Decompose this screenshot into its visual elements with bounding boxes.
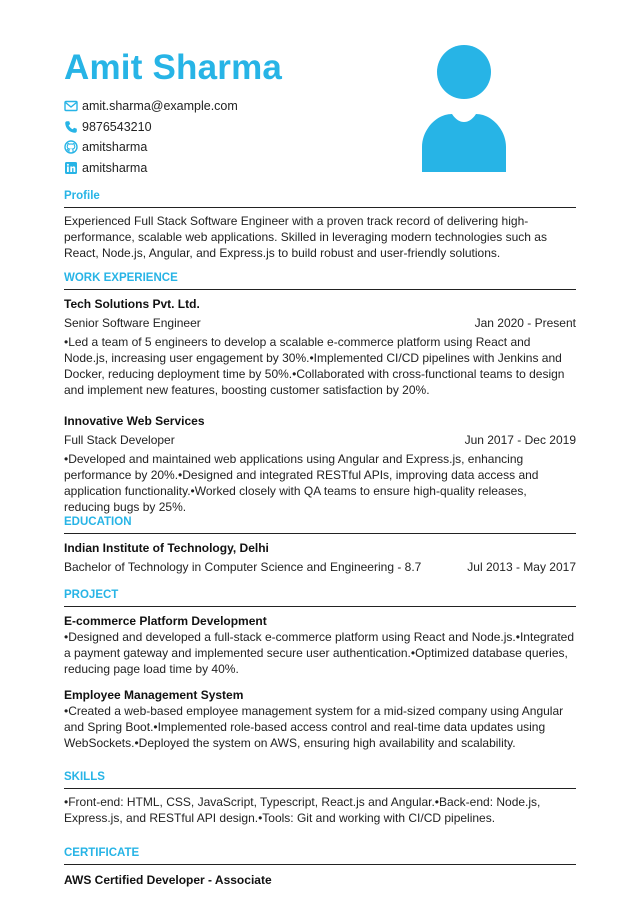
certificate-section — [64, 845, 576, 888]
job-dates: Jun 2017 - Dec 2019 — [464, 433, 576, 447]
project-entry — [64, 613, 576, 677]
education-section — [64, 514, 576, 575]
envelope-icon — [64, 99, 78, 113]
section-divider — [64, 533, 576, 534]
skills-list: •Front-end: HTML, CSS, JavaScript, Typescript, React.js and Angular.•Back-end: Node.js, Express.js, and RESTful API design.•Tools: Git and working with CI/CD pipelines. — [64, 795, 541, 825]
contact-email[interactable] — [64, 96, 238, 117]
job-role: Senior Software Engineer — [64, 316, 201, 330]
github-text: amitsharma — [82, 140, 148, 155]
section-divider — [64, 207, 576, 208]
linkedin-text: amitsharma — [82, 160, 148, 175]
education-dates: Jul 2013 - May 2017 — [467, 560, 576, 574]
profile-section — [64, 188, 576, 261]
certificate-name: AWS Certified Developer - Associate — [64, 873, 272, 887]
job-company: Innovative Web Services — [64, 414, 205, 428]
job-description: •Led a team of 5 engineers to develop a scalable e-commerce platform using React and Node.js, increasing user engagement by 30%.•Implemented CI/CD pipelines with Jenkins and Docker, reducing deployment time by 50%.•Collaborated with cross-functional teams to design and implement new features, boosting customer satisfaction by 20%. — [64, 335, 565, 397]
avatar-placeholder-icon — [414, 44, 514, 174]
section-title: WORK EXPERIENCE — [64, 272, 178, 284]
job-company: Tech Solutions Pvt. Ltd. — [64, 297, 200, 311]
project-name: Employee Management System — [64, 688, 244, 702]
phone-text: 9876543210 — [82, 119, 152, 134]
profile-summary: Experienced Full Stack Software Engineer with a proven track record of delivering high-performance, scalable web applications. Skilled in leveraging modern technologies such as React, Node.js, Angular, and Express.js to build robust and user-friendly solutions. — [64, 214, 547, 260]
section-title: PROJECT — [64, 589, 119, 601]
github-icon — [64, 140, 78, 154]
job-dates: Jan 2020 - Present — [474, 316, 576, 330]
contact-list — [64, 96, 238, 178]
degree: Bachelor of Technology in Computer Science and Engineering - 8.7 — [64, 560, 422, 574]
project-name: E-commerce Platform Development — [64, 614, 267, 628]
job-entry — [64, 413, 576, 515]
project-section — [64, 587, 576, 751]
candidate-name: Amit Sharma — [64, 48, 283, 87]
section-title: EDUCATION — [64, 516, 132, 528]
section-divider — [64, 788, 576, 789]
job-role: Full Stack Developer — [64, 433, 175, 447]
section-divider — [64, 606, 576, 607]
section-title: SKILLS — [64, 771, 105, 783]
degree-row — [64, 559, 576, 575]
project-description: •Designed and developed a full-stack e-commerce platform using React and Node.js.•Integrated a payment gateway and implemented secure user authentication.•Optimized database queries, reducing page load time by 40%. — [64, 630, 575, 676]
contact-github[interactable] — [64, 137, 238, 158]
section-title: Profile — [64, 190, 100, 202]
contact-phone[interactable] — [64, 117, 238, 138]
job-role-row — [64, 432, 576, 448]
project-entry — [64, 687, 576, 751]
section-title: CERTIFICATE — [64, 847, 140, 859]
job-description: •Developed and maintained web applications using Angular and Express.js, enhancing performance by 20%.•Designed and integrated RESTful APIs, improving data access and application functionality.•Worked closely with QA teams to ensure high-quality releases, reducing bugs by 25%. — [64, 452, 539, 514]
job-entry — [64, 296, 576, 398]
skills-section — [64, 769, 576, 826]
job-role-row — [64, 315, 576, 331]
project-description: •Created a web-based employee management system for a mid-sized company using Angular and Spring Boot.•Implemented role-based access control and real-time data updates using WebSockets.•Deployed the system on AWS, ensuring high availability and scalability. — [64, 704, 564, 750]
section-divider — [64, 864, 576, 865]
phone-icon — [64, 120, 78, 134]
work-experience-section — [64, 270, 576, 515]
school-name: Indian Institute of Technology, Delhi — [64, 541, 269, 555]
section-divider — [64, 289, 576, 290]
email-text: amit.sharma@example.com — [82, 99, 238, 114]
contact-linkedin[interactable] — [64, 158, 238, 179]
linkedin-icon — [64, 161, 78, 175]
